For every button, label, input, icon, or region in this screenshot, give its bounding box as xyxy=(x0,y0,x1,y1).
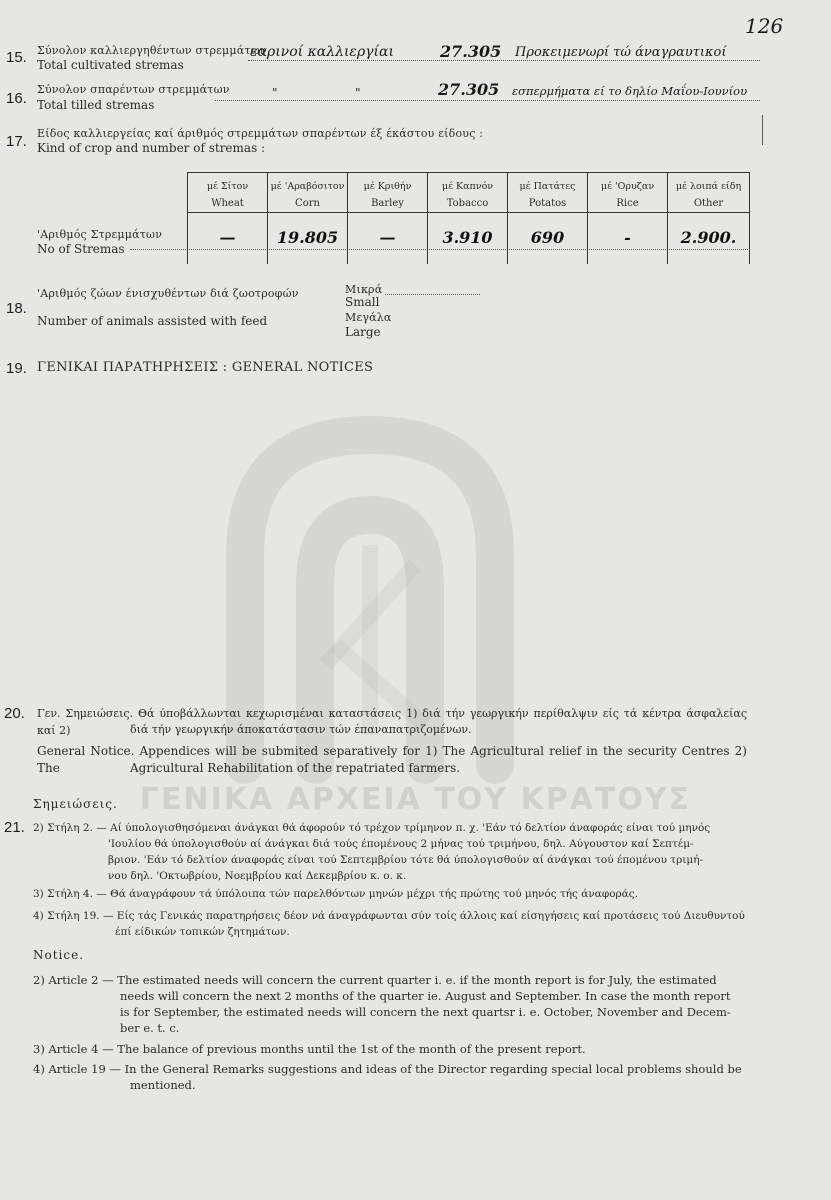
section-17-greek-label: Είδος καλλιεργείας καί άριθμός στρεμμάτων σπαρέντων έξ έκάστου είδους : xyxy=(37,127,484,140)
table-header-border xyxy=(187,212,750,213)
crop-value-other: 2.900. xyxy=(680,228,737,247)
section-15-greek-label: Σύνολον καλλιεργηθέντων στρεμμάτων xyxy=(37,44,267,57)
notes-english-item2-line1: 2) Article 2 — The estimated needs will concern the current quarter i. e. if the month report is for July, the estimated xyxy=(33,973,717,987)
notes-english-item3: 3) Article 4 — The balance of previous months until the 1st of the month of the present report. xyxy=(33,1042,586,1056)
archive-watermark: ΓΕΝΙΚΑ ΑΡΧΕΙΑ ΤΟΥ ΚΡΑΤΟΥΣ xyxy=(139,782,692,817)
section-15-handwritten-note: Προκειμενωρί τώ άναγραυτικοί xyxy=(515,45,727,60)
notes-greek-heading: Σημειώσεις. xyxy=(33,797,118,811)
notes-english-item2-line4: ber e. t. c. xyxy=(120,1021,180,1035)
section-16-greek-label: Σύνολον σπαρέντων στρεμμάτων xyxy=(37,83,230,96)
notes-english-item4-line1: 4) Article 19 — In the General Remarks suggestions and ideas of the Director regarding special local problems should be xyxy=(33,1062,742,1076)
notes-english-item2-line3: is for September, the estimated needs will concern the next quartsr i. e. October, November and Decem- xyxy=(120,1005,731,1019)
crop-header-other: μέ λοιπά είδη Other xyxy=(675,181,742,209)
section-16-ditto-2: " xyxy=(355,86,361,100)
general-notes-greek: Γεν. Σημειώσεις. Θά ύποβάλλωνται κεχωρισμέναι καταστάσεις 1) διά τήν γεωργικήν περίθαλψιν είς τά κέντρα άσφαλείας καί 2) xyxy=(37,707,747,737)
section-16-fill-line xyxy=(215,100,760,101)
crop-value-barley: — xyxy=(379,228,396,247)
small-english-label: Small xyxy=(345,295,380,309)
table-top-border xyxy=(187,172,750,173)
section-15-fill-line xyxy=(248,60,760,61)
stremas-row-greek-label: 'Αριθμός Στρεμμάτων xyxy=(37,228,163,241)
general-notices-heading: ΓΕΝΙΚΑΙ ΠΑΡΑΤΗΡΗΣΕΙΣ : GENERAL NOTICES xyxy=(37,360,374,375)
crop-value-rice: - xyxy=(624,228,631,247)
notes-greek-item3: 3) Στήλη 4. — Θά άναγράφουν τά ύπόλοιπα τών παρελθόντων μηνών μέχρι τής πρώτης τού μηνός τής άναφοράς. xyxy=(33,888,638,900)
small-greek-label: Μικρά xyxy=(345,283,383,296)
section-20-number: 20. xyxy=(4,705,25,722)
crop-header-potatos: μέ Πατάτες Potatos xyxy=(519,181,576,209)
notes-greek-item2-line4: νου δηλ. 'Οκτωβρίου, Νοεμβρίου καί Δεκεμβρίου κ. ο. κ. xyxy=(108,870,407,882)
crop-value-wheat: — xyxy=(219,228,236,247)
notes-greek-item4-line2: έπί είδικών τοπικών ζητημάτων. xyxy=(115,926,290,938)
notes-greek-item2-line3: βριον. 'Εάν τό δελτίον άναφοράς είναι τού Σεπτεμβρίου τότε θά ύπολογισθούν αί άνάγκαι τού έπομένου τριμή- xyxy=(108,854,704,866)
section-16-ditto-1: " xyxy=(272,86,278,100)
notes-english-item4-line2: mentioned. xyxy=(130,1078,196,1092)
crop-value-corn: 19.805 xyxy=(276,228,339,247)
crop-header-tobacco: μέ Καπνόν Tobacco xyxy=(441,181,494,209)
section-16-english-label: Total tilled stremas xyxy=(37,98,155,112)
section-15-handwritten-value: 27.305 xyxy=(440,42,502,61)
notes-english-item2-line2: needs will concern the next 2 months of the quarter ie. August and September. In case the month report xyxy=(120,989,731,1003)
notes-greek-item4-line1: 4) Στήλη 19. — Είς τάς Γενικάς παρατηρήσεις δέον νά άναγράφωνται σύν τοίς άλλοις καί είσηγήσεις καί προτάσεις τού Διευθυντού xyxy=(33,910,745,922)
page-number: 126 xyxy=(745,14,784,38)
section-18-english-label: Number of animals assisted with feed xyxy=(37,314,268,328)
section-16-handwritten-value: 27.305 xyxy=(438,80,500,99)
section-17-number: 17. xyxy=(6,133,27,150)
general-notice-english-line2: Agricultural Rehabilitation of the repatriated farmers. xyxy=(130,761,461,775)
section-15-english-label: Total cultivated stremas xyxy=(37,58,184,72)
section-19-number: 19. xyxy=(6,360,27,377)
section-15-handwritten-a: εαρινοί καλλιεργίαι xyxy=(250,44,394,60)
section-17-english-label: Kind of crop and number of stremas : xyxy=(37,141,266,155)
crop-header-wheat: μέ Σίτον Wheat xyxy=(206,181,249,209)
notes-greek-item2-line1: 2) Στήλη 2. — Αί ύπολογισθησόμεναι άνάγκαι θά άφορούν τό τρέχον τρίμηνον π. χ. 'Εάν τό δελτίον άναφοράς είναι τού μηνός xyxy=(33,822,711,834)
section-16-handwritten-note: εσπερμήματα εί το δηλίο Μαΐου-Ιουνίου xyxy=(512,84,748,98)
crop-header-barley: μέ Κριθήν Barley xyxy=(363,181,412,209)
crop-value-potatos: 690 xyxy=(530,228,565,247)
section-16-number: 16. xyxy=(6,90,27,107)
section-18-number: 18. xyxy=(6,300,27,317)
crop-header-rice: μέ 'Ορυζαν Rice xyxy=(600,181,655,209)
crop-header-corn: μέ 'Αραβόσιτον Corn xyxy=(270,181,345,209)
large-greek-label: Μεγάλα xyxy=(345,311,392,324)
crop-value-tobacco: 3.910 xyxy=(442,228,493,247)
section-15-number: 15. xyxy=(6,49,27,66)
general-notice-english: General Notice. Appendices will be submited separatively for 1) The Agricultural relief in the security Centres 2) The xyxy=(37,744,747,775)
section-18-greek-label: 'Αριθμός ζώων ένισχυθέντων διά ζωοτροφών xyxy=(37,287,299,300)
notes-english-heading: Notice. xyxy=(33,948,85,962)
margin-pen-mark xyxy=(762,115,763,145)
section-21-number: 21. xyxy=(4,819,25,836)
notes-greek-item2-line2: 'Ιουλίου θά ύπολογισθούν αί άνάγκαι διά τούς έπομένους 2 μήνας τού τριμήνου, δηλ. Αύγουστον καί Σεπτέμ- xyxy=(108,838,694,850)
stremas-row-english-label: No of Stremas xyxy=(37,242,125,256)
general-notes-greek-line2: διά τήν γεωργικήν άποκατάστασιν τών έπαναπατριζομένων. xyxy=(130,723,472,736)
large-english-label: Large xyxy=(345,325,381,339)
